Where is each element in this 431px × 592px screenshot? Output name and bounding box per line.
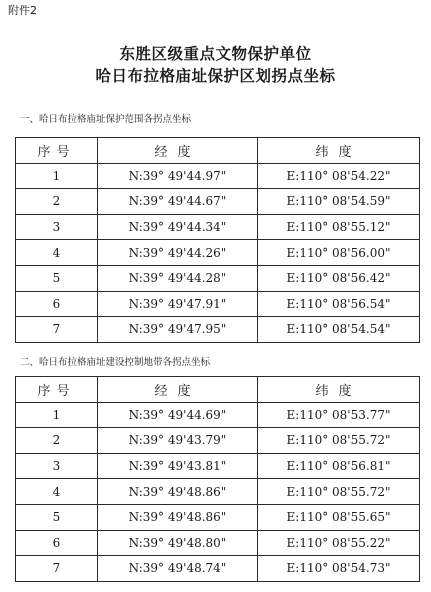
table-row — [16, 214, 420, 240]
latitude-cell: E:110° 08'54.59" — [258, 189, 420, 215]
latitude-cell: E:110° 08'55.22" — [258, 530, 420, 556]
table-row — [16, 504, 420, 530]
row-number: 6 — [16, 530, 98, 556]
row-number: 5 — [16, 504, 98, 530]
longitude-cell: N:39° 49'44.28" — [98, 265, 258, 291]
row-number: 6 — [16, 291, 98, 317]
longitude-cell: N:39° 49'43.79" — [98, 428, 258, 454]
longitude-cell: N:39° 49'48.80" — [98, 530, 258, 556]
table-row — [16, 163, 420, 189]
latitude-cell: E:110° 08'56.81" — [258, 453, 420, 479]
longitude-cell: N:39° 49'44.34" — [98, 214, 258, 240]
header-latitude: 纬度 — [258, 138, 420, 164]
attachment-label: 附件2 — [8, 4, 37, 17]
row-number: 3 — [16, 453, 98, 479]
row-number: 3 — [16, 214, 98, 240]
row-number: 4 — [16, 240, 98, 266]
table-row — [16, 530, 420, 556]
row-number: 1 — [16, 163, 98, 189]
table-row — [16, 291, 420, 317]
latitude-cell: E:110° 08'55.72" — [258, 479, 420, 505]
row-number: 5 — [16, 265, 98, 291]
header-longitude: 经度 — [98, 138, 258, 164]
latitude-cell: E:110° 08'56.42" — [258, 265, 420, 291]
latitude-cell: E:110° 08'54.54" — [258, 317, 420, 343]
table-row — [16, 428, 420, 454]
latitude-cell: E:110° 08'56.54" — [258, 291, 420, 317]
table-row — [16, 453, 420, 479]
latitude-cell: E:110° 08'56.00" — [258, 240, 420, 266]
longitude-cell: N:39° 49'48.74" — [98, 556, 258, 582]
table-row — [16, 189, 420, 215]
table-row — [16, 265, 420, 291]
table-header-row — [16, 377, 420, 403]
row-number: 2 — [16, 189, 98, 215]
document-title: 东胜区级重点文物保护单位 — [119, 45, 312, 63]
row-number: 7 — [16, 556, 98, 582]
longitude-cell: N:39° 49'43.81" — [98, 453, 258, 479]
table-row — [16, 556, 420, 582]
construction-control-table — [15, 376, 420, 582]
row-number: 2 — [16, 428, 98, 454]
row-number: 7 — [16, 317, 98, 343]
longitude-cell: N:39° 49'47.91" — [98, 291, 258, 317]
header-longitude: 经度 — [98, 377, 258, 403]
longitude-cell: N:39° 49'48.86" — [98, 504, 258, 530]
latitude-cell: E:110° 08'55.65" — [258, 504, 420, 530]
table-row — [16, 240, 420, 266]
latitude-cell: E:110° 08'54.73" — [258, 556, 420, 582]
document-subtitle: 哈日布拉格庙址保护区划拐点坐标 — [95, 67, 336, 85]
row-number: 4 — [16, 479, 98, 505]
section1-heading: 一、哈日布拉格庙址保护范围各拐点坐标 — [20, 114, 192, 125]
table-row — [16, 317, 420, 343]
table-header-row — [16, 138, 420, 164]
header-latitude: 纬度 — [258, 377, 420, 403]
longitude-cell: N:39° 49'44.97" — [98, 163, 258, 189]
latitude-cell: E:110° 08'54.22" — [258, 163, 420, 189]
longitude-cell: N:39° 49'44.67" — [98, 189, 258, 215]
header-num: 序号 — [16, 377, 98, 403]
header-num: 序号 — [16, 138, 98, 164]
latitude-cell: E:110° 08'55.12" — [258, 214, 420, 240]
longitude-cell: N:39° 49'44.69" — [98, 402, 258, 428]
latitude-cell: E:110° 08'55.72" — [258, 428, 420, 454]
longitude-cell: N:39° 49'47.95" — [98, 317, 258, 343]
table-row — [16, 479, 420, 505]
latitude-cell: E:110° 08'53.77" — [258, 402, 420, 428]
table-row — [16, 402, 420, 428]
row-number: 1 — [16, 402, 98, 428]
longitude-cell: N:39° 49'44.26" — [98, 240, 258, 266]
section2-heading: 二、哈日布拉格庙址建设控制地带各拐点坐标 — [20, 357, 211, 368]
protection-range-table — [15, 137, 420, 343]
longitude-cell: N:39° 49'48.86" — [98, 479, 258, 505]
